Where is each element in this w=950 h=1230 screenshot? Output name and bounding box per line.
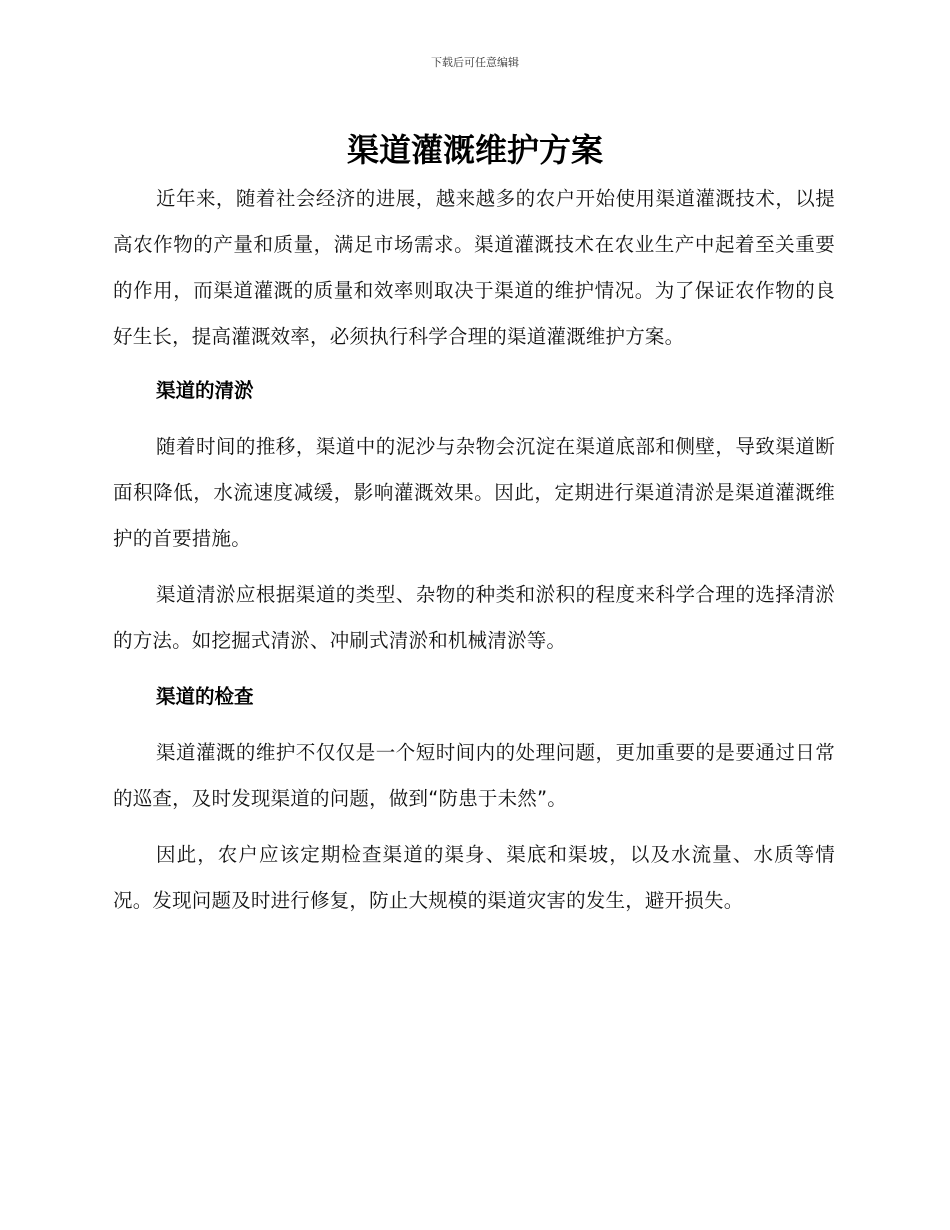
section-paragraph: 渠道灌溉的维护不仅仅是一个短时间内的处理问题，更加重要的是要通过日常的巡查，及时发现渠道的问题，做到“防患于未然”。 bbox=[113, 741, 835, 810]
document-body bbox=[113, 176, 835, 934]
section-heading-dredging: 渠道的清淤 bbox=[156, 379, 254, 402]
section-paragraph: 渠道清淤应根据渠道的类型、杂物的种类和淤积的程度来科学合理的选择清淤的方法。如挖掘式清淤、冲刷式清淤和机械清淤等。 bbox=[113, 583, 835, 652]
section-paragraph: 因此，农户应该定期检查渠道的渠身、渠底和渠坡，以及水流量、水质等情况。发现问题及时进行修复，防止大规模的渠道灾害的发生，避开损失。 bbox=[113, 843, 835, 912]
document-title: 渠道灌溉维护方案 bbox=[346, 131, 603, 169]
section-paragraph: 随着时间的推移，渠道中的泥沙与杂物会沉淀在渠道底部和侧壁，导致渠道断面积降低，水流速度减缓，影响灌溉效果。因此，定期进行渠道清淤是渠道灌溉维护的首要措施。 bbox=[113, 435, 835, 550]
section-heading-inspection: 渠道的检查 bbox=[156, 685, 254, 708]
intro-paragraph: 近年来，随着社会经济的进展，越来越多的农户开始使用渠道灌溉技术，以提高农作物的产量和质量，满足市场需求。渠道灌溉技术在农业生产中起着至关重要的作用，而渠道灌溉的质量和效率则取决于渠道的维护情况。为了保证农作物的良好生长，提高灌溉效率，必须执行科学合理的渠道灌溉维护方案。 bbox=[113, 187, 835, 348]
header-note: 下载后可任意编辑 bbox=[431, 56, 519, 69]
